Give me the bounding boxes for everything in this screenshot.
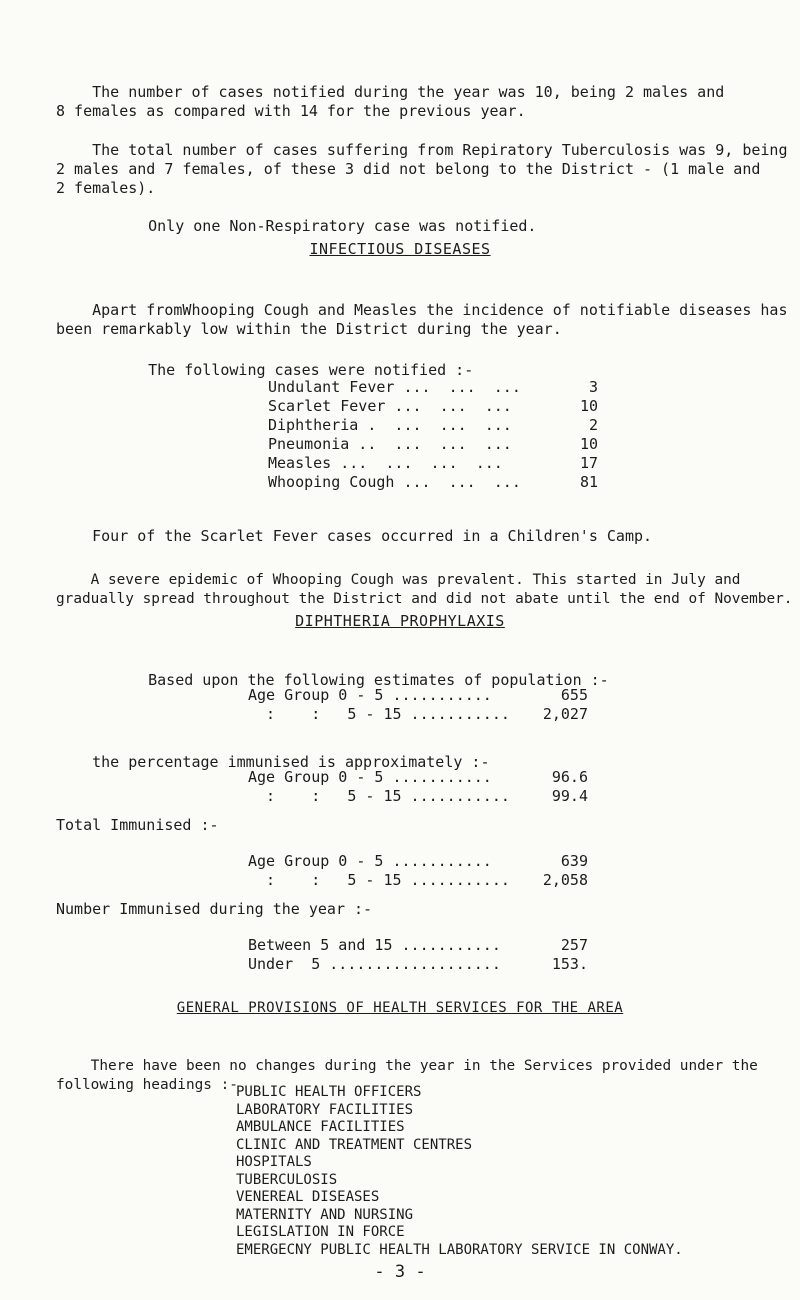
- list-item: HOSPITALS: [236, 1154, 312, 1170]
- disease-name: Whooping Cough ... ... ...: [268, 473, 521, 491]
- case-count: 2: [588, 416, 598, 434]
- percentage-value: 96.6: [551, 768, 588, 786]
- disease-name: Undulant Fever ... ... ...: [268, 378, 521, 396]
- disease-name: Scarlet Fever ... ... ...: [268, 397, 512, 415]
- age-group: Age Group 0 - 5 ...........: [248, 686, 492, 704]
- list-item: AMBULANCE FACILITIES: [236, 1119, 405, 1135]
- text: Only one Non-Respiratory case was notified.: [148, 217, 537, 235]
- table-row: [248, 871, 608, 890]
- age-group: Age Group 0 - 5 ...........: [248, 852, 492, 870]
- total-value: 639: [560, 852, 588, 870]
- list-item: LABORATORY FACILITIES: [236, 1101, 414, 1118]
- text: The number of cases notified during the year was 10, being 2 males and 8 females as compared with 14 for the previous year.: [56, 83, 725, 120]
- table-row: [248, 787, 608, 806]
- list-item: EMERGECNY PUBLIC HEALTH LABORATORY SERVICE IN CONWAY.: [236, 1241, 683, 1258]
- list-item: CLINIC AND TREATMENT CENTRES: [236, 1136, 473, 1153]
- table-row: [268, 454, 608, 473]
- population-estimates-table: [248, 686, 608, 724]
- general-provisions-heading: GENERAL PROVISIONS OF HEALTH SERVICES FOR THE AREA: [176, 1000, 624, 1016]
- notified-cases-table: [268, 378, 608, 492]
- disease-name: Pneumonia .. ... ... ...: [268, 435, 512, 453]
- percentage-immunised-table: [248, 768, 608, 806]
- case-count: 81: [579, 473, 598, 491]
- immunised-during-year-table: [248, 936, 608, 974]
- disease-name: Measles ... ... ... ...: [268, 454, 503, 472]
- number-immunised-label: Number Immunised during the year :-: [56, 900, 373, 918]
- text: Based upon the following estimates of population :-: [148, 671, 609, 689]
- page-number: - 3 -: [374, 1262, 426, 1282]
- case-count: 17: [579, 454, 598, 472]
- diphtheria-prophylaxis-heading: DIPHTHERIA PROPHYLAXIS: [295, 612, 505, 630]
- text: Four of the Scarlet Fever cases occurred in a Children's Camp.: [92, 527, 653, 545]
- age-range: Under 5 ...................: [248, 955, 501, 973]
- table-row: [268, 397, 608, 416]
- case-count: 3: [588, 378, 598, 396]
- table-row: [248, 936, 608, 955]
- table-row: [268, 435, 608, 454]
- text: The following cases were notified :-: [148, 361, 474, 379]
- age-group: : : 5 - 15 ...........: [248, 787, 510, 805]
- table-row: [248, 768, 608, 787]
- immunised-value: 257: [560, 936, 588, 954]
- age-group: Age Group 0 - 5 ...........: [248, 768, 492, 786]
- list-item: MATERNITY AND NURSING: [236, 1206, 414, 1223]
- table-row: [268, 473, 608, 492]
- list-item: PUBLIC HEALTH OFFICERS: [236, 1084, 422, 1100]
- table-row: [248, 852, 608, 871]
- population-value: 2,027: [542, 705, 588, 723]
- list-item: TUBERCULOSIS: [236, 1171, 338, 1188]
- table-row: [248, 686, 608, 705]
- case-count: 10: [579, 397, 598, 415]
- text: Apart fromWhooping Cough and Measles the incidence of notifiable diseases has been remarkably low within the District during the year.: [56, 301, 788, 338]
- total-immunised-label: Total Immunised :-: [56, 816, 219, 834]
- percentage-value: 99.4: [551, 787, 588, 805]
- text: A severe epidemic of Whooping Cough was prevalent. This started in July and gradually spread throughout the District and did not abate until the end of November.: [56, 572, 793, 607]
- disease-name: Diphtheria . ... ... ...: [268, 416, 512, 434]
- total-value: 2,058: [542, 871, 588, 889]
- text: the percentage immunised is approximately :-: [92, 753, 490, 771]
- table-row: [268, 416, 608, 435]
- list-item: VENEREAL DISEASES: [236, 1189, 380, 1205]
- table-row: [248, 705, 608, 724]
- text: There have been no changes during the year in the Services provided under the following headings :-: [56, 1058, 758, 1093]
- case-count: 10: [579, 435, 598, 453]
- age-group: : : 5 - 15 ...........: [248, 705, 510, 723]
- population-value: 655: [560, 686, 588, 704]
- table-row: [268, 378, 608, 397]
- infectious-diseases-heading: INFECTIOUS DISEASES: [309, 240, 491, 258]
- table-row: [248, 955, 608, 974]
- age-group: : : 5 - 15 ...........: [248, 871, 510, 889]
- services-list: [236, 1084, 796, 1259]
- immunised-value: 153.: [551, 955, 588, 973]
- text: The total number of cases suffering from Repiratory Tuberculosis was 9, being 2 males and 7 females, of these 3 did not belong to the District - (1 male and 2 females).: [56, 141, 788, 197]
- total-immunised-table: [248, 852, 608, 890]
- age-range: Between 5 and 15 ...........: [248, 936, 501, 954]
- list-item: LEGISLATION IN FORCE: [236, 1224, 405, 1240]
